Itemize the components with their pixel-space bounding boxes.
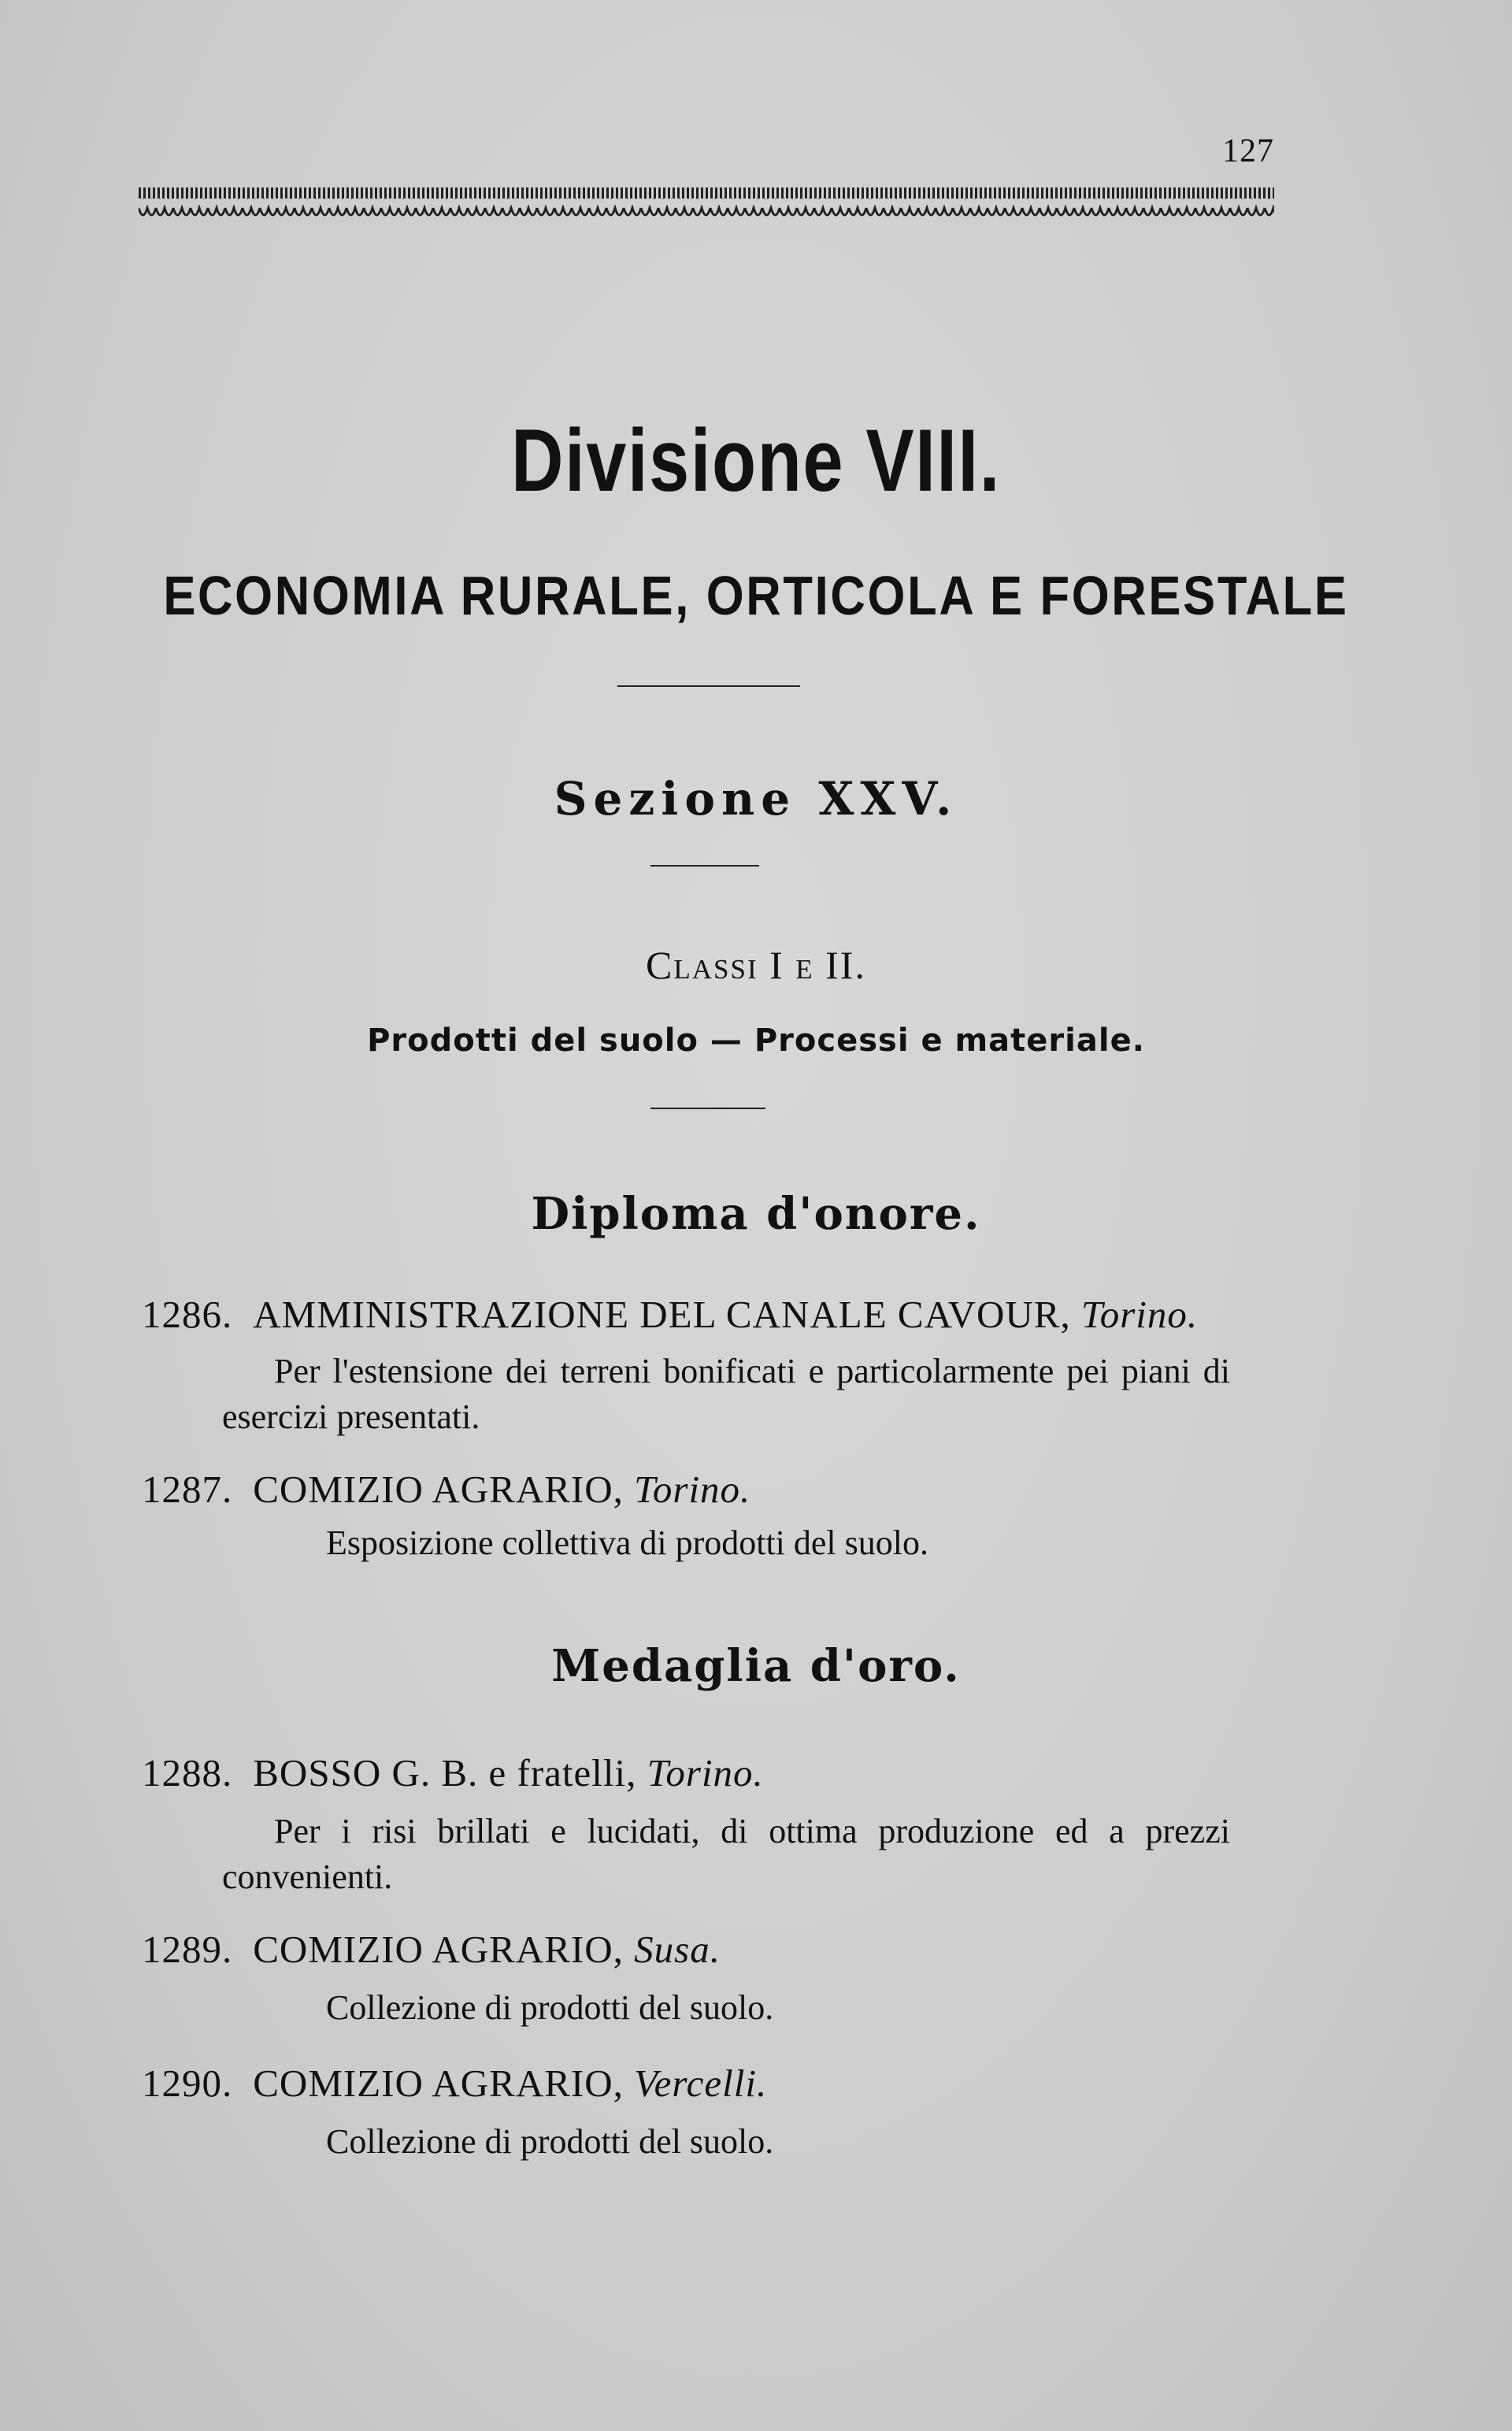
entry-name: COMIZIO AGRARIO, xyxy=(253,2062,624,2105)
division-title: Divisione VIII. xyxy=(511,411,1001,510)
entry-description: Collezione di prodotti del suolo. xyxy=(326,2122,774,2161)
entry-heading xyxy=(142,1927,1307,1972)
entry-city: Susa. xyxy=(634,1928,721,1971)
entry-number: 1286. xyxy=(142,1293,233,1336)
entry-number: 1287. xyxy=(142,1468,233,1511)
entry-description: Per l'estensione dei terreni bonificati e particolarmente pei piani di esercizi presentati. xyxy=(222,1352,1230,1436)
entry-number: 1290. xyxy=(142,2062,233,2105)
entry-number: 1289. xyxy=(142,1928,233,1971)
divider xyxy=(650,1108,765,1109)
entry-description: Per i risi brillati e lucidati, di ottima produzione ed a prezzi convenienti. xyxy=(222,1812,1230,1896)
entry-heading xyxy=(142,2061,1307,2106)
entry-heading xyxy=(142,1750,1307,1795)
division-subtitle: ECONOMIA RURALE, ORTICOLA E FORESTALE xyxy=(163,565,1349,626)
divider xyxy=(617,685,800,687)
entry-city: Torino. xyxy=(647,1751,764,1794)
decorative-border-ornament xyxy=(139,187,1274,219)
classes-title: Classi I e II. xyxy=(646,943,866,987)
entry-name: COMIZIO AGRARIO, xyxy=(253,1468,624,1511)
award-heading: Diploma d'onore. xyxy=(531,1188,981,1240)
entry-city: Torino. xyxy=(634,1468,751,1511)
entry-description: Collezione di prodotti del suolo. xyxy=(326,1988,774,2027)
entry-city: Vercelli. xyxy=(634,2062,768,2105)
section-title: Sezione XXV. xyxy=(554,772,958,826)
classes-subtitle: Prodotti del suolo — Processi e materiale. xyxy=(367,1023,1145,1059)
entry-name: AMMINISTRAZIONE DEL CANALE CAVOUR, xyxy=(253,1293,1071,1336)
page-number: 127 xyxy=(1222,133,1274,169)
entry-number: 1288. xyxy=(142,1751,233,1794)
entry-heading xyxy=(142,1467,1307,1512)
entry-city: Torino. xyxy=(1080,1293,1199,1336)
entry-name: BOSSO G. B. e fratelli, xyxy=(253,1751,637,1794)
divider xyxy=(650,865,759,867)
award-heading: Medaglia d'oro. xyxy=(551,1640,961,1692)
entry-heading xyxy=(142,1292,1307,1337)
entry-description: Esposizione collettiva di prodotti del suolo. xyxy=(326,1524,928,1562)
entry-name: COMIZIO AGRARIO, xyxy=(253,1928,624,1971)
